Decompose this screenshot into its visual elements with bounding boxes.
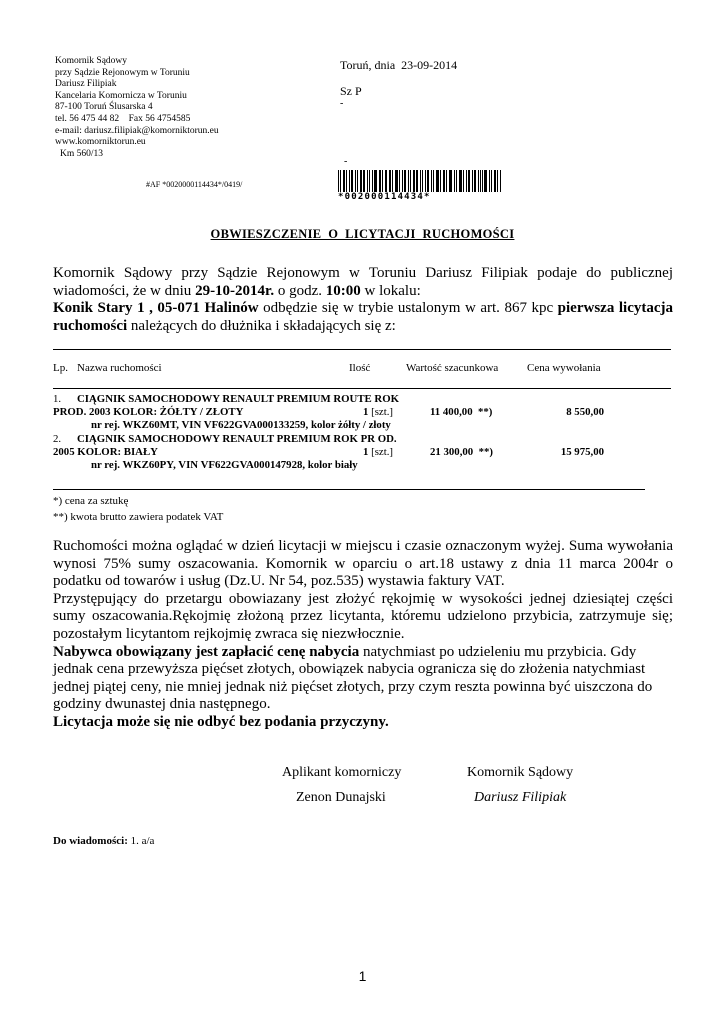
qty-unit: [szt.] <box>371 446 393 458</box>
payment-obligation: Nabywca obowiązany jest zapłacić cenę nabycia <box>53 643 360 660</box>
barcode <box>338 170 502 202</box>
terms-paragraph: Ruchomości można oglądać w dzień licytacji w miejscu i czasie oznaczonym wyżej. Suma wywołania wynosi 75% sumy oszacowania. Komornik w oparciu o art.18 ustawy z dnia 11 marca 2004r o podatku od towarów i usług (Dz.U. Nr 54, poz.535) wystawia faktury VAT. <box>53 538 673 590</box>
barcode-bar <box>449 170 450 192</box>
barcode-bar <box>459 170 462 192</box>
barcode-bar <box>349 170 350 192</box>
barcode-bar <box>413 170 415 192</box>
col-name: Nazwa ruchomości <box>77 362 162 374</box>
barcode-bar <box>357 170 358 192</box>
barcode-bar <box>427 170 429 192</box>
barcode-bar <box>472 170 473 192</box>
items-table <box>53 393 673 473</box>
col-value: Wartość szacunkowa <box>406 362 499 374</box>
barcode-bar <box>436 170 439 192</box>
distribution-label: Do wiadomości: <box>53 835 128 847</box>
qty-unit: [szt.] <box>371 406 393 418</box>
col-qty: Ilość <box>349 362 371 374</box>
footnotes <box>53 494 223 525</box>
letterhead-line: Kancelaria Komornicza w Toruniu <box>55 90 187 101</box>
barcode-bar <box>369 170 370 192</box>
barcode-bar <box>425 170 426 192</box>
barcode-bar <box>450 170 452 192</box>
barcode-bar <box>480 170 481 192</box>
barcode-bar <box>443 170 445 192</box>
table-header-rule <box>53 388 671 389</box>
barcode-bar <box>399 170 400 192</box>
letterhead-line: 87-100 Toruń Ślusarska 4 <box>55 102 153 113</box>
distribution-value: 1. a/a <box>127 835 155 847</box>
barcode-bar <box>446 170 447 192</box>
intro-text: o godz. <box>274 282 326 299</box>
item-qty <box>363 446 393 459</box>
item-value: 21 300,00 **) <box>430 446 493 458</box>
letterhead-line: tel. 56 475 44 82 Fax 56 4754585 <box>55 113 191 124</box>
addressee-sz: Sz P <box>340 84 362 98</box>
barcode-bar <box>494 170 496 192</box>
terms-paragraph <box>53 644 673 714</box>
auction-type: pierwsza licytacja ruchomości <box>53 300 674 334</box>
barcode-bar <box>416 170 419 192</box>
barcode-bar <box>489 170 490 192</box>
letterhead-email: e-mail: dariusz.filipiak@komorniktorun.eu <box>55 125 219 136</box>
cancellation-note: Licytacja może się nie odbyć bez podania przyczyny. <box>53 713 389 730</box>
barcode-bar <box>478 170 479 192</box>
row-number: 2. <box>53 433 62 445</box>
item-details: nr rej. WKZ60MT, VIN VF622GVA000133259, kolor żółty / złoty <box>91 419 391 431</box>
barcode-bar <box>408 170 409 192</box>
barcode-bar <box>395 170 398 192</box>
terms-paragraph: Przystępujący do przetargu obowiazany jest złożyć rękojmię w wysokości jednej dziesiątej części sumy oszacowania.Rękojmię złożoną przez licytanta, któremu udzielono przybicia, zatrzymuje się; pozostałym licytantom rejkojmię zwraca się niezwłocznie. <box>53 590 673 642</box>
signature-left-name: Zenon Dunajski <box>296 790 386 805</box>
item-price: 8 550,00 <box>566 406 604 418</box>
signature-right-name: Dariusz Filipiak <box>474 790 567 805</box>
barcode-bar <box>343 170 345 192</box>
item-price: 15 975,00 <box>560 446 604 458</box>
intro-text: odbędzie się w trybie ustalonym w art. 867 kpc <box>258 300 558 316</box>
terms-section <box>53 538 673 732</box>
barcode-bar <box>474 170 476 192</box>
barcode-bar <box>433 170 434 192</box>
barcode-bar <box>404 170 406 192</box>
barcode-bar <box>500 170 501 192</box>
barcode-bar <box>402 170 403 192</box>
intro-text: w lokalu: <box>360 282 421 299</box>
af-reference: #AF *0020000114434*/0419/ <box>146 180 243 189</box>
barcode-bar <box>363 170 365 192</box>
barcode-bar <box>466 170 467 192</box>
table-row <box>53 393 673 433</box>
place-date-block <box>340 58 457 109</box>
barcode-bar <box>468 170 470 192</box>
barcode-text: *002000114434* <box>338 192 431 202</box>
barcode-bar <box>340 170 341 192</box>
barcode-bar <box>379 170 381 192</box>
table-top-rule <box>53 349 671 350</box>
barcode-bar <box>431 170 432 192</box>
signature-left-title: Aplikant komorniczy <box>282 765 402 780</box>
bailiff-letterhead <box>55 56 325 160</box>
barcode-bar <box>355 170 356 192</box>
intro-paragraph <box>53 265 673 335</box>
barcode-bars <box>338 170 502 192</box>
letterhead-line: Komornik Sądowy <box>55 56 128 66</box>
page-number: 1 <box>358 968 367 984</box>
table-bottom-rule <box>53 489 645 490</box>
barcode-bar <box>422 170 423 192</box>
item-details: nr rej. WKZ60PY, VIN VF622GVA000147928, kolor biały <box>91 459 358 471</box>
row-number: 1. <box>53 393 62 405</box>
barcode-bar <box>367 170 368 192</box>
auction-location: Konik Stary 1 , 05-071 Halinów <box>53 300 259 316</box>
barcode-bar <box>338 170 339 192</box>
letterhead-website: www.komorniktorun.eu <box>55 137 146 148</box>
barcode-bar <box>346 170 347 192</box>
item-qty <box>363 406 393 419</box>
auction-date: 29-10-2014r. <box>195 282 275 299</box>
barcode-bar <box>374 170 377 192</box>
table-row <box>53 433 673 473</box>
payment-terms: natychmiast po udzieleniu mu przybicia. Gdy jednak cena przewyższa pięćset złotych, obowiązek nabycia ogranicza się do złożenia natychmiast jednej piątej ceny, nie mniej jednak niż pięćset złotych, przy czym reszta powinna być uiszczona do godziny dwunastej dnia następnego. <box>53 643 653 713</box>
barcode-bar <box>456 170 457 192</box>
barcode-bar <box>454 170 455 192</box>
signature-right-title: Komornik Sądowy <box>467 765 574 780</box>
barcode-bar <box>392 170 393 192</box>
barcode-bar <box>389 170 391 192</box>
footnote-vat: **) kwota brutto zawiera podatek VAT <box>53 510 224 523</box>
barcode-bar <box>351 170 354 192</box>
barcode-bar <box>360 170 362 192</box>
addressee-dash: - <box>340 98 344 109</box>
intro-text: należących do dłużnika i składających się z: <box>127 317 396 334</box>
barcode-bar <box>482 170 483 192</box>
barcode-bar <box>386 170 387 192</box>
document-title: OBWIESZCZENIE O LICYTACJI RUCHOMOŚCI <box>210 227 515 241</box>
barcode-bar <box>463 170 464 192</box>
item-value: 11 400,00 **) <box>430 406 493 418</box>
item-name-line: 2005 KOLOR: BIAŁY <box>53 446 158 458</box>
intro-text: Komornik Sądowy przy Sądzie Rejonowym w Toruniu Dariusz Filipiak podaje do publicznej wiadomości, że w dniu <box>53 265 673 299</box>
letterhead-line: Dariusz Filipiak <box>55 79 117 90</box>
barcode-bar <box>385 170 386 192</box>
barcode-bar <box>484 170 487 192</box>
barcode-bar <box>420 170 421 192</box>
item-name-line: CIĄGNIK SAMOCHODOWY RENAULT PREMIUM ROK PR OD. <box>77 433 397 445</box>
letterhead-line: przy Sądzie Rejonowym w Toruniu <box>55 67 190 78</box>
auction-time: 10:00 <box>325 282 361 299</box>
dash-mark: - <box>344 156 348 167</box>
footnote-unit-price: *) cena za sztukę <box>53 495 129 507</box>
barcode-bar <box>410 170 411 192</box>
place-date: Toruń, dnia 23-09-2014 <box>340 58 458 72</box>
barcode-bar <box>491 170 492 192</box>
barcode-bar <box>372 170 373 192</box>
barcode-bar <box>440 170 441 192</box>
qty-value: 1 <box>363 406 369 418</box>
col-price: Cena wywołania <box>527 362 601 374</box>
case-number: Km 560/13 <box>60 148 104 159</box>
qty-value: 1 <box>363 446 369 458</box>
item-name-line: PROD. 2003 KOLOR: ŻÓŁTY / ZŁOTY <box>53 406 244 418</box>
barcode-bar <box>497 170 498 192</box>
distribution-note <box>53 835 154 847</box>
col-lp: Lp. <box>53 362 68 374</box>
item-name-line: CIĄGNIK SAMOCHODOWY RENAULT PREMIUM ROUTE ROK <box>77 393 400 405</box>
barcode-bar <box>382 170 383 192</box>
